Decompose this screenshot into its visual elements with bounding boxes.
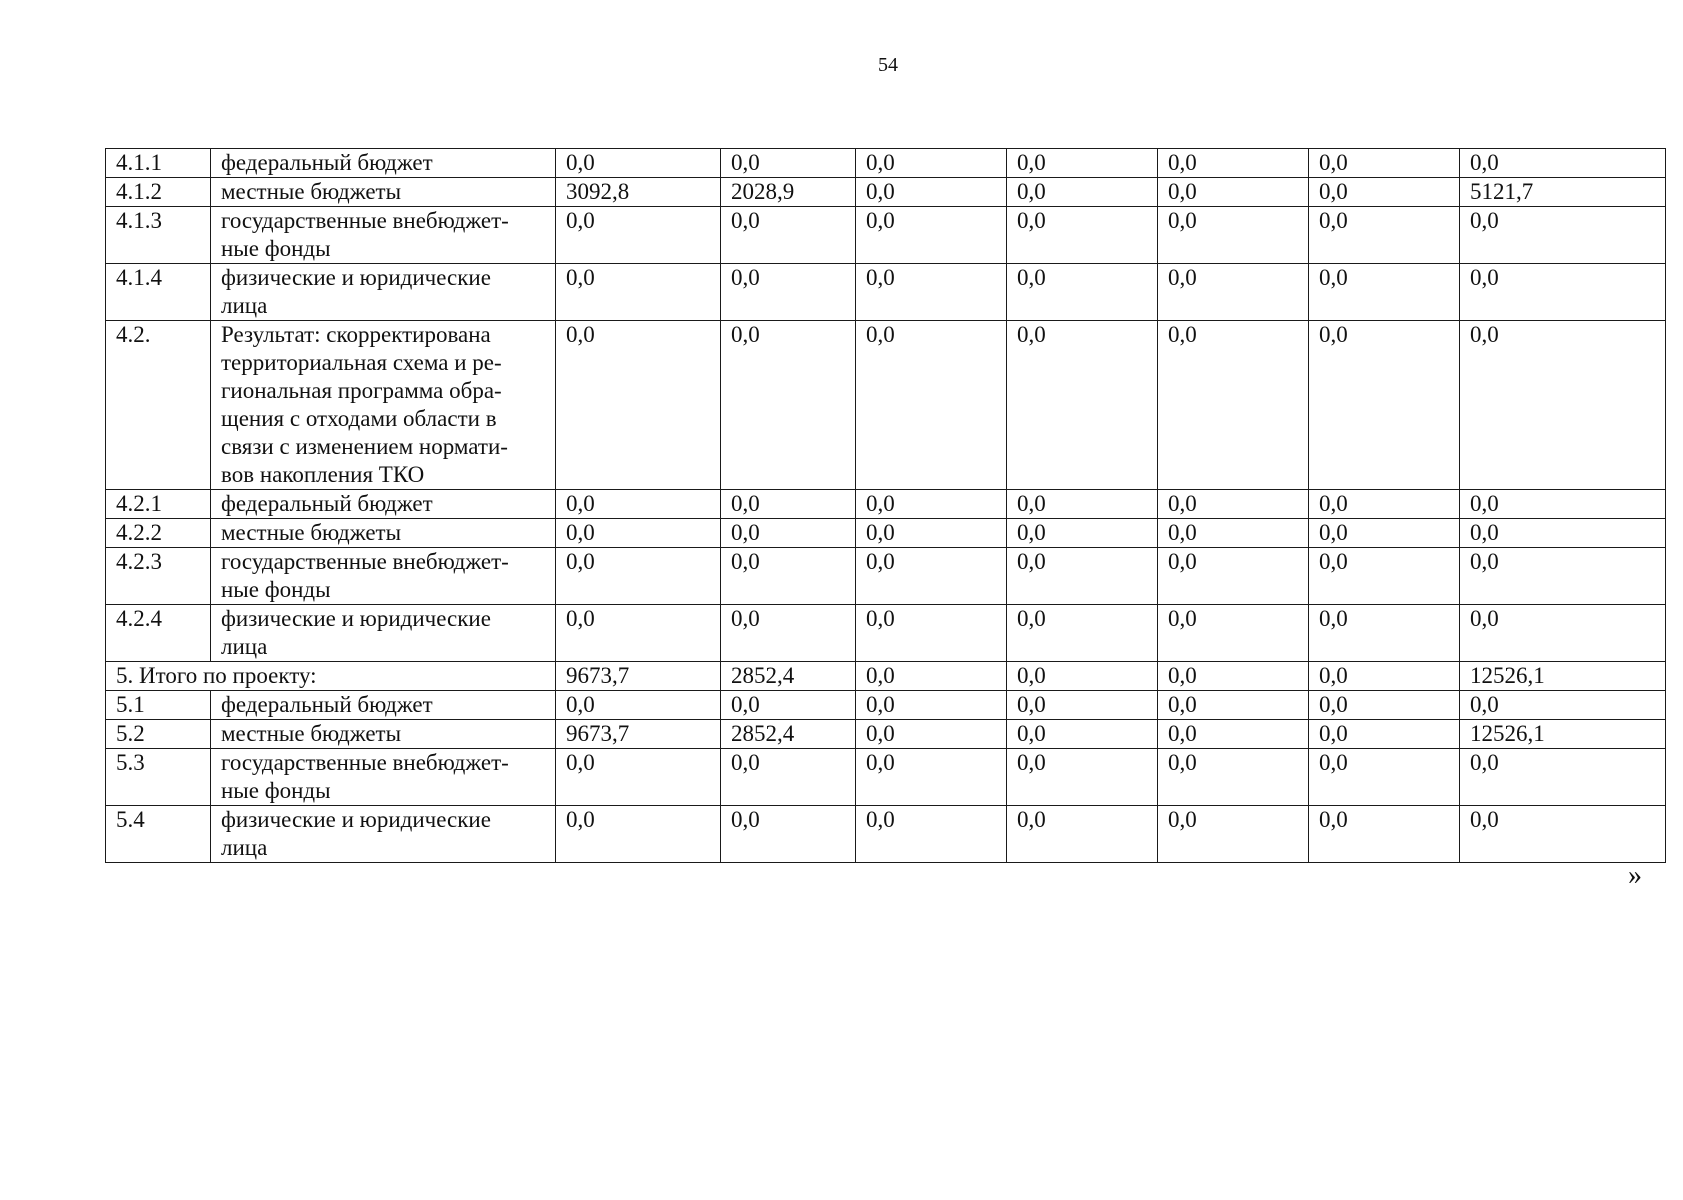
value-cell: 2852,4 bbox=[721, 662, 856, 691]
row-label-cell: федеральный бюджет bbox=[211, 490, 556, 519]
table-row bbox=[106, 178, 1666, 207]
table-row bbox=[106, 149, 1666, 178]
value-cell: 0,0 bbox=[856, 806, 1007, 863]
value-cell: 0,0 bbox=[1309, 691, 1460, 720]
row-code-cell: 4.2.1 bbox=[106, 490, 211, 519]
row-code-cell: 4.1.2 bbox=[106, 178, 211, 207]
value-cell: 0,0 bbox=[1007, 806, 1158, 863]
value-cell: 0,0 bbox=[1007, 519, 1158, 548]
table-row bbox=[106, 806, 1666, 863]
value-cell: 5121,7 bbox=[1460, 178, 1666, 207]
table-row bbox=[106, 548, 1666, 605]
value-cell: 0,0 bbox=[556, 207, 721, 264]
value-cell: 0,0 bbox=[1309, 806, 1460, 863]
value-cell: 0,0 bbox=[1007, 149, 1158, 178]
row-label-cell: местные бюджеты bbox=[211, 178, 556, 207]
row-code-cell: 4.2. bbox=[106, 321, 211, 490]
value-cell: 0,0 bbox=[556, 490, 721, 519]
value-cell: 0,0 bbox=[1007, 691, 1158, 720]
value-cell: 0,0 bbox=[856, 178, 1007, 207]
value-cell: 0,0 bbox=[556, 321, 721, 490]
value-cell: 0,0 bbox=[1007, 321, 1158, 490]
value-cell: 0,0 bbox=[856, 321, 1007, 490]
value-cell: 0,0 bbox=[556, 806, 721, 863]
value-cell: 0,0 bbox=[556, 149, 721, 178]
value-cell: 0,0 bbox=[1460, 490, 1666, 519]
row-label-cell: государственные внебюджет- ные фонды bbox=[211, 749, 556, 806]
value-cell: 0,0 bbox=[856, 264, 1007, 321]
row-code-cell: 5.4 bbox=[106, 806, 211, 863]
row-label-cell: местные бюджеты bbox=[211, 519, 556, 548]
value-cell: 0,0 bbox=[1309, 548, 1460, 605]
value-cell: 0,0 bbox=[1309, 321, 1460, 490]
value-cell: 0,0 bbox=[721, 207, 856, 264]
value-cell: 0,0 bbox=[1309, 178, 1460, 207]
value-cell: 0,0 bbox=[856, 548, 1007, 605]
row-code-cell: 4.2.2 bbox=[106, 519, 211, 548]
value-cell: 0,0 bbox=[1158, 749, 1309, 806]
value-cell: 0,0 bbox=[856, 149, 1007, 178]
closing-quote: » bbox=[1628, 860, 1642, 891]
row-code-cell: 4.1.1 bbox=[106, 149, 211, 178]
value-cell: 0,0 bbox=[856, 490, 1007, 519]
value-cell: 0,0 bbox=[1460, 548, 1666, 605]
value-cell: 9673,7 bbox=[556, 720, 721, 749]
row-label-cell: физические и юридические лица bbox=[211, 264, 556, 321]
value-cell: 0,0 bbox=[556, 519, 721, 548]
value-cell: 0,0 bbox=[1460, 519, 1666, 548]
value-cell: 0,0 bbox=[1007, 548, 1158, 605]
table-row bbox=[106, 321, 1666, 490]
row-code-cell: 4.2.4 bbox=[106, 605, 211, 662]
value-cell: 0,0 bbox=[1309, 519, 1460, 548]
value-cell: 0,0 bbox=[556, 691, 721, 720]
total-label-cell: 5. Итого по проекту: bbox=[106, 662, 556, 691]
value-cell: 0,0 bbox=[721, 806, 856, 863]
value-cell: 0,0 bbox=[856, 691, 1007, 720]
value-cell: 0,0 bbox=[1158, 720, 1309, 749]
value-cell: 0,0 bbox=[556, 749, 721, 806]
value-cell: 0,0 bbox=[1460, 691, 1666, 720]
value-cell: 0,0 bbox=[1460, 149, 1666, 178]
budget-table bbox=[105, 148, 1666, 863]
table-row bbox=[106, 207, 1666, 264]
value-cell: 0,0 bbox=[1158, 207, 1309, 264]
value-cell: 12526,1 bbox=[1460, 662, 1666, 691]
value-cell: 0,0 bbox=[721, 264, 856, 321]
table-row bbox=[106, 490, 1666, 519]
value-cell: 0,0 bbox=[1158, 264, 1309, 321]
value-cell: 0,0 bbox=[1007, 749, 1158, 806]
value-cell: 2852,4 bbox=[721, 720, 856, 749]
value-cell: 0,0 bbox=[1158, 519, 1309, 548]
row-code-cell: 5.3 bbox=[106, 749, 211, 806]
page-number: 54 bbox=[878, 54, 898, 76]
row-label-cell: местные бюджеты bbox=[211, 720, 556, 749]
table-row bbox=[106, 662, 1666, 691]
value-cell: 0,0 bbox=[1460, 264, 1666, 321]
value-cell: 0,0 bbox=[856, 605, 1007, 662]
value-cell: 0,0 bbox=[1309, 264, 1460, 321]
value-cell: 2028,9 bbox=[721, 178, 856, 207]
table-row bbox=[106, 264, 1666, 321]
table-row bbox=[106, 691, 1666, 720]
value-cell: 0,0 bbox=[1158, 178, 1309, 207]
value-cell: 0,0 bbox=[721, 691, 856, 720]
value-cell: 0,0 bbox=[1007, 178, 1158, 207]
row-label-cell: государственные внебюджет- ные фонды bbox=[211, 207, 556, 264]
value-cell: 0,0 bbox=[721, 605, 856, 662]
row-label-cell: федеральный бюджет bbox=[211, 149, 556, 178]
row-label-cell: Результат: скорректирована территориальная схема и ре- гиональная программа обра- щения с отходами области в связи с изменением нормати- вов накопления ТКО bbox=[211, 321, 556, 490]
value-cell: 0,0 bbox=[1158, 321, 1309, 490]
value-cell: 0,0 bbox=[1007, 490, 1158, 519]
value-cell: 0,0 bbox=[1158, 605, 1309, 662]
value-cell: 0,0 bbox=[1309, 207, 1460, 264]
value-cell: 0,0 bbox=[1309, 605, 1460, 662]
row-code-cell: 4.1.3 bbox=[106, 207, 211, 264]
value-cell: 0,0 bbox=[721, 490, 856, 519]
value-cell: 0,0 bbox=[1158, 149, 1309, 178]
value-cell: 0,0 bbox=[1007, 720, 1158, 749]
value-cell: 0,0 bbox=[1309, 149, 1460, 178]
row-label-cell: федеральный бюджет bbox=[211, 691, 556, 720]
row-code-cell: 4.2.3 bbox=[106, 548, 211, 605]
table-row bbox=[106, 749, 1666, 806]
value-cell: 0,0 bbox=[856, 720, 1007, 749]
value-cell: 0,0 bbox=[556, 264, 721, 321]
value-cell: 0,0 bbox=[1460, 749, 1666, 806]
row-code-cell: 4.1.4 bbox=[106, 264, 211, 321]
value-cell: 0,0 bbox=[1158, 548, 1309, 605]
row-label-cell: физические и юридические лица bbox=[211, 806, 556, 863]
value-cell: 0,0 bbox=[1460, 321, 1666, 490]
value-cell: 0,0 bbox=[1007, 605, 1158, 662]
value-cell: 0,0 bbox=[1460, 605, 1666, 662]
value-cell: 0,0 bbox=[856, 662, 1007, 691]
value-cell: 0,0 bbox=[1007, 662, 1158, 691]
value-cell: 0,0 bbox=[856, 207, 1007, 264]
value-cell: 0,0 bbox=[1309, 749, 1460, 806]
value-cell: 0,0 bbox=[721, 149, 856, 178]
table-row bbox=[106, 720, 1666, 749]
row-label-cell: физические и юридические лица bbox=[211, 605, 556, 662]
value-cell: 0,0 bbox=[556, 605, 721, 662]
value-cell: 0,0 bbox=[721, 749, 856, 806]
value-cell: 0,0 bbox=[721, 519, 856, 548]
table-row bbox=[106, 605, 1666, 662]
row-code-cell: 5.1 bbox=[106, 691, 211, 720]
value-cell: 0,0 bbox=[1158, 490, 1309, 519]
value-cell: 0,0 bbox=[856, 519, 1007, 548]
value-cell: 0,0 bbox=[721, 321, 856, 490]
value-cell: 0,0 bbox=[1158, 691, 1309, 720]
value-cell: 0,0 bbox=[1309, 662, 1460, 691]
value-cell: 0,0 bbox=[1158, 806, 1309, 863]
value-cell: 9673,7 bbox=[556, 662, 721, 691]
row-code-cell: 5.2 bbox=[106, 720, 211, 749]
budget-table-body bbox=[106, 149, 1666, 863]
value-cell: 0,0 bbox=[856, 749, 1007, 806]
value-cell: 0,0 bbox=[1007, 264, 1158, 321]
value-cell: 0,0 bbox=[1158, 662, 1309, 691]
value-cell: 12526,1 bbox=[1460, 720, 1666, 749]
value-cell: 0,0 bbox=[1460, 806, 1666, 863]
value-cell: 0,0 bbox=[1309, 720, 1460, 749]
table-row bbox=[106, 519, 1666, 548]
value-cell: 0,0 bbox=[556, 548, 721, 605]
value-cell: 0,0 bbox=[1007, 207, 1158, 264]
value-cell: 0,0 bbox=[1460, 207, 1666, 264]
value-cell: 0,0 bbox=[1309, 490, 1460, 519]
value-cell: 3092,8 bbox=[556, 178, 721, 207]
row-label-cell: государственные внебюджет- ные фонды bbox=[211, 548, 556, 605]
value-cell: 0,0 bbox=[721, 548, 856, 605]
